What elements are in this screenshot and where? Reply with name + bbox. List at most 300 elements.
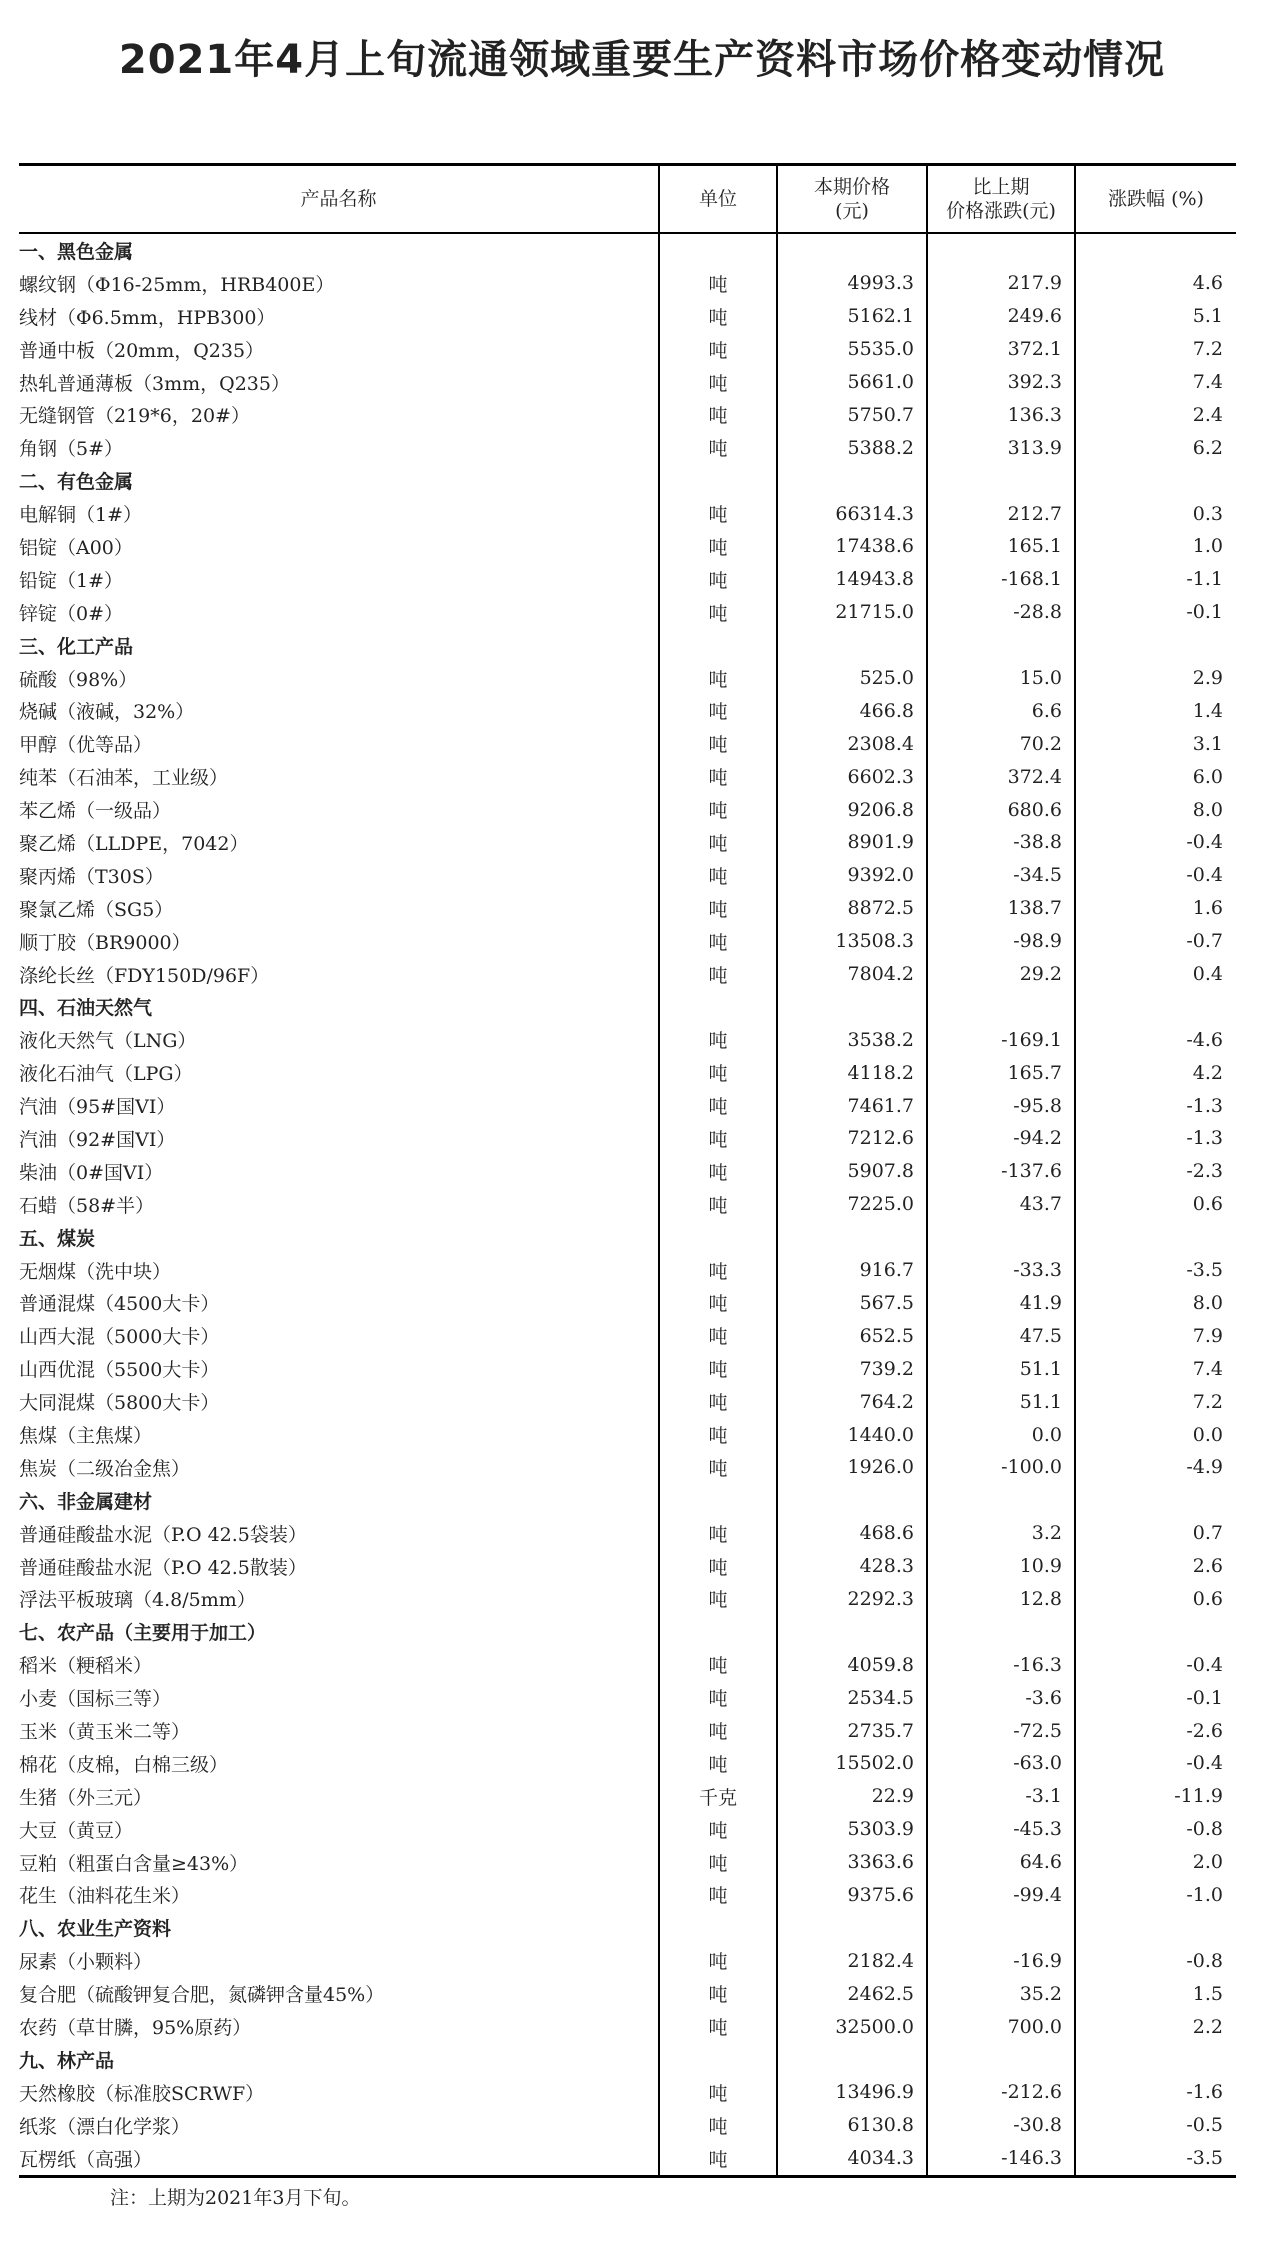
unit-cell: 吨 [659,1813,777,1846]
change-cell: -45.3 [927,1813,1075,1846]
pct-cell: 7.4 [1075,366,1236,399]
price-cell: 1926.0 [777,1451,927,1484]
change-cell: 700.0 [927,2010,1075,2043]
header-product-name: 产品名称 [19,165,659,234]
empty-cell [927,233,1075,267]
product-name: 瓦楞纸（高强） [19,2142,659,2176]
table-row [19,1583,1236,1616]
table-row [19,1023,1236,1056]
unit-cell: 吨 [659,333,777,366]
table-row [19,300,1236,333]
price-cell: 2534.5 [777,1681,927,1714]
pct-cell: -0.5 [1075,2109,1236,2142]
pct-cell: -1.0 [1075,1879,1236,1912]
empty-cell [927,1484,1075,1517]
price-cell: 8901.9 [777,826,927,859]
empty-cell [659,1484,777,1517]
price-cell: 739.2 [777,1352,927,1385]
pct-cell: 0.6 [1075,1188,1236,1221]
price-cell: 7225.0 [777,1188,927,1221]
table-row [19,826,1236,859]
pct-cell: -1.3 [1075,1122,1236,1155]
product-name: 螺纹钢（Φ16-25mm，HRB400E） [19,273,335,296]
product-name: 苯乙烯（一级品） [19,800,172,823]
price-cell: 466.8 [777,694,927,727]
product-name: 铝锭（A00） [19,536,133,559]
change-cell: 29.2 [927,958,1075,991]
unit-cell: 吨 [659,2010,777,2043]
pct-cell: -0.4 [1075,859,1236,892]
unit-cell: 吨 [659,1944,777,1977]
header-price-change: 比上期 价格涨跌(元) [927,165,1075,234]
empty-cell [1075,1484,1236,1517]
empty-cell [927,464,1075,497]
change-cell: -28.8 [927,596,1075,629]
pct-cell: 2.6 [1075,1550,1236,1583]
empty-cell [927,1615,1075,1648]
category-name: 三、化工产品 [19,635,134,658]
change-cell: 680.6 [927,793,1075,826]
pct-cell: 1.6 [1075,892,1236,925]
change-cell: -99.4 [927,1879,1075,1912]
category-row [19,1615,1236,1648]
unit-cell: 吨 [659,826,777,859]
category-row [19,233,1236,267]
unit-cell: 吨 [659,1352,777,1385]
price-cell: 14943.8 [777,563,927,596]
category-name: 九、林产品 [19,2049,115,2072]
empty-cell [777,233,927,267]
price-cell: 9392.0 [777,859,927,892]
price-cell: 4118.2 [777,1056,927,1089]
pct-cell: -1.3 [1075,1089,1236,1122]
pct-cell: 0.6 [1075,1583,1236,1616]
price-cell: 5535.0 [777,333,927,366]
pct-cell: -1.1 [1075,563,1236,596]
table-row [19,398,1236,431]
empty-cell [927,2043,1075,2076]
unit-cell: 吨 [659,1155,777,1188]
table-row [19,1352,1236,1385]
change-cell: 249.6 [927,300,1075,333]
change-cell: 313.9 [927,431,1075,464]
pct-cell: 7.2 [1075,1385,1236,1418]
pct-cell: 4.2 [1075,1056,1236,1089]
change-cell: -16.3 [927,1648,1075,1681]
price-cell: 32500.0 [777,2010,927,2043]
pct-cell: -0.8 [1075,1944,1236,1977]
footnote: 注：上期为2021年3月下旬。 [110,2187,361,2209]
empty-cell [927,990,1075,1023]
unit-cell: 吨 [659,760,777,793]
price-cell: 7804.2 [777,958,927,991]
unit-cell: 吨 [659,1681,777,1714]
change-cell: 372.4 [927,760,1075,793]
product-name: 尿素（小颗料） [19,1951,153,1974]
unit-cell: 吨 [659,497,777,530]
product-name: 涤纶长丝（FDY150D/96F） [19,964,270,987]
pct-cell: 1.0 [1075,530,1236,563]
table-row [19,1714,1236,1747]
category-row [19,990,1236,1023]
product-name: 玉米（黄玉米二等） [19,1721,191,1744]
table-row [19,431,1236,464]
change-cell: 372.1 [927,333,1075,366]
product-name: 顺丁胶（BR9000） [19,931,191,954]
unit-cell: 吨 [659,267,777,300]
change-cell: 217.9 [927,267,1075,300]
empty-cell [1075,1615,1236,1648]
unit-cell: 吨 [659,2076,777,2109]
unit-cell: 吨 [659,1056,777,1089]
category-row [19,464,1236,497]
change-cell: -212.6 [927,2076,1075,2109]
product-name: 复合肥（硫酸钾复合肥，氮磷钾含量45%） [19,1984,385,2007]
category-name: 七、农产品（主要用于加工） [19,1622,267,1645]
page-title: 2021年4月上旬流通领域重要生产资料市场价格变动情况 [118,37,1166,83]
product-name: 山西优混（5500大卡） [19,1359,220,1382]
pct-cell: 0.3 [1075,497,1236,530]
price-cell: 2182.4 [777,1944,927,1977]
category-name: 五、煤炭 [19,1227,96,1250]
empty-cell [1075,990,1236,1023]
change-cell: -38.8 [927,826,1075,859]
table-row [19,333,1236,366]
empty-cell [777,1221,927,1254]
change-cell: -3.1 [927,1780,1075,1813]
header-unit: 单位 [659,165,777,234]
product-name: 大同混煤（5800大卡） [19,1392,220,1415]
product-name: 柴油（0#国VI） [19,1161,164,1184]
unit-cell: 吨 [659,1846,777,1879]
change-cell: 51.1 [927,1385,1075,1418]
product-name: 焦炭（二级冶金焦） [19,1457,191,1480]
unit-cell: 吨 [659,958,777,991]
pct-cell: 8.0 [1075,793,1236,826]
change-cell: 165.1 [927,530,1075,563]
pct-cell: 1.4 [1075,694,1236,727]
price-cell: 4059.8 [777,1648,927,1681]
pct-cell: -2.6 [1075,1714,1236,1747]
change-cell: -98.9 [927,925,1075,958]
unit-cell: 吨 [659,892,777,925]
unit-cell: 吨 [659,694,777,727]
pct-cell: -0.7 [1075,925,1236,958]
table-row [19,1385,1236,1418]
product-name: 液化天然气（LNG） [19,1030,197,1053]
empty-cell [777,2043,927,2076]
product-name: 普通硅酸盐水泥（P.O 42.5散装） [19,1556,307,1579]
product-name: 铅锭（1#） [19,569,124,592]
unit-cell: 吨 [659,1122,777,1155]
table-row [19,530,1236,563]
table-row [19,1813,1236,1846]
table-row [19,1155,1236,1188]
price-cell: 22.9 [777,1780,927,1813]
price-cell: 3538.2 [777,1023,927,1056]
price-cell: 15502.0 [777,1747,927,1780]
pct-cell: -2.3 [1075,1155,1236,1188]
pct-cell: 2.0 [1075,1846,1236,1879]
pct-cell: -4.6 [1075,1023,1236,1056]
unit-cell: 吨 [659,793,777,826]
empty-cell [777,464,927,497]
empty-cell [1075,233,1236,267]
price-cell: 17438.6 [777,530,927,563]
product-name: 花生（油料花生米） [19,1885,191,1908]
price-cell: 2308.4 [777,727,927,760]
unit-cell: 吨 [659,1747,777,1780]
table-row [19,662,1236,695]
change-cell: 6.6 [927,694,1075,727]
pct-cell: -4.9 [1075,1451,1236,1484]
table-row [19,1747,1236,1780]
table-row [19,1879,1236,1912]
change-cell: 3.2 [927,1517,1075,1550]
change-cell: 15.0 [927,662,1075,695]
price-cell: 7212.6 [777,1122,927,1155]
table-row [19,760,1236,793]
header-change-pct: 涨跌幅 (%) [1075,165,1236,234]
unit-cell: 吨 [659,727,777,760]
unit-cell: 吨 [659,1714,777,1747]
product-name: 无缝钢管（219*6，20#） [19,405,250,428]
product-name: 生猪（外三元） [19,1786,153,1809]
product-name: 电解铜（1#） [19,504,143,527]
price-cell: 6130.8 [777,2109,927,2142]
unit-cell: 吨 [659,1089,777,1122]
unit-cell: 吨 [659,662,777,695]
price-cell: 9206.8 [777,793,927,826]
table-row [19,1517,1236,1550]
change-cell: 165.7 [927,1056,1075,1089]
pct-cell: -0.1 [1075,1681,1236,1714]
pct-cell: -0.4 [1075,1747,1236,1780]
unit-cell: 吨 [659,366,777,399]
unit-cell: 吨 [659,1583,777,1616]
pct-cell: -1.6 [1075,2076,1236,2109]
change-cell: 212.7 [927,497,1075,530]
pct-cell: 1.5 [1075,1977,1236,2010]
product-name: 线材（Φ6.5mm，HPB300） [19,306,276,329]
price-cell: 3363.6 [777,1846,927,1879]
pct-cell: -0.1 [1075,596,1236,629]
table-row [19,958,1236,991]
product-name: 纸浆（漂白化学浆） [19,2115,191,2138]
product-name: 锌锭（0#） [19,602,124,625]
pct-cell: 2.9 [1075,662,1236,695]
empty-cell [659,629,777,662]
price-cell: 2292.3 [777,1583,927,1616]
price-cell: 428.3 [777,1550,927,1583]
header-current-price: 本期价格 (元) [777,165,927,234]
change-cell: 12.8 [927,1583,1075,1616]
price-cell: 2735.7 [777,1714,927,1747]
unit-cell: 吨 [659,1418,777,1451]
product-name: 无烟煤（洗中块） [19,1260,172,1283]
price-cell: 468.6 [777,1517,927,1550]
price-cell: 2462.5 [777,1977,927,2010]
change-cell: 138.7 [927,892,1075,925]
price-cell: 66314.3 [777,497,927,530]
table-row [19,1846,1236,1879]
table-row [19,1977,1236,2010]
product-name: 豆粕（粗蛋白含量≥43%） [19,1852,249,1875]
pct-cell: 5.1 [1075,300,1236,333]
change-cell: -63.0 [927,1747,1075,1780]
table-row [19,497,1236,530]
unit-cell: 吨 [659,859,777,892]
price-cell: 764.2 [777,1385,927,1418]
product-name: 普通硅酸盐水泥（P.O 42.5袋装） [19,1523,307,1546]
empty-cell [1075,1911,1236,1944]
product-name: 角钢（5#） [19,438,124,461]
table-row [19,1648,1236,1681]
pct-cell: 8.0 [1075,1287,1236,1320]
product-name: 焦煤（主焦煤） [19,1425,153,1447]
pct-cell: 7.4 [1075,1352,1236,1385]
category-name: 一、黑色金属 [19,240,134,263]
change-cell: -72.5 [927,1714,1075,1747]
empty-cell [1075,2043,1236,2076]
price-cell: 6602.3 [777,760,927,793]
change-cell: -34.5 [927,859,1075,892]
table-row [19,2076,1236,2109]
empty-cell [777,1484,927,1517]
empty-cell [659,233,777,267]
price-cell: 8872.5 [777,892,927,925]
table-row [19,2109,1236,2142]
unit-cell: 吨 [659,1550,777,1583]
product-name: 小麦（国标三等） [19,1688,172,1711]
price-cell: 4993.3 [777,267,927,300]
unit-cell: 吨 [659,431,777,464]
table-row [19,694,1236,727]
price-cell: 13496.9 [777,2076,927,2109]
table-row [19,1944,1236,1977]
change-cell: 41.9 [927,1287,1075,1320]
price-cell: 5388.2 [777,431,927,464]
pct-cell: 2.2 [1075,2010,1236,2043]
unit-cell: 吨 [659,1385,777,1418]
product-name: 大豆（黄豆） [19,1819,134,1842]
unit-cell: 吨 [659,1287,777,1320]
table-row [19,1780,1236,1813]
change-cell: 64.6 [927,1846,1075,1879]
empty-cell [777,629,927,662]
table-header-row [19,165,1236,234]
empty-cell [777,1911,927,1944]
table-row [19,1319,1236,1352]
change-cell: -33.3 [927,1254,1075,1287]
table-row [19,1056,1236,1089]
unit-cell: 吨 [659,1977,777,2010]
pct-cell: 0.7 [1075,1517,1236,1550]
unit-cell: 千克 [659,1780,777,1813]
price-cell: 5303.9 [777,1813,927,1846]
pct-cell: 3.1 [1075,727,1236,760]
pct-cell: 0.4 [1075,958,1236,991]
category-name: 四、石油天然气 [19,997,153,1020]
table-row [19,366,1236,399]
empty-cell [777,990,927,1023]
empty-cell [1075,1221,1236,1254]
change-cell: 35.2 [927,1977,1075,2010]
price-cell: 4034.3 [777,2142,927,2176]
change-cell: -169.1 [927,1023,1075,1056]
product-name: 石蜡（58#半） [19,1194,155,1217]
product-name: 浮法平板玻璃（4.8/5mm） [19,1589,256,1612]
product-name: 普通中板（20mm，Q235） [19,339,265,362]
change-cell: 43.7 [927,1188,1075,1221]
product-name: 热轧普通薄板（3mm，Q235） [19,372,290,395]
product-name: 汽油（92#国VI） [19,1128,176,1151]
change-cell: -94.2 [927,1122,1075,1155]
product-name: 液化石油气（LPG） [19,1063,193,1086]
pct-cell: 7.2 [1075,333,1236,366]
table-body [19,233,1236,2176]
price-cell: 652.5 [777,1319,927,1352]
product-name: 山西大混（5000大卡） [19,1326,220,1349]
price-cell: 5750.7 [777,398,927,431]
category-row [19,1911,1236,1944]
unit-cell: 吨 [659,300,777,333]
price-table [19,163,1236,2178]
unit-cell: 吨 [659,398,777,431]
empty-cell [1075,629,1236,662]
unit-cell: 吨 [659,1451,777,1484]
table-row [19,563,1236,596]
price-cell: 13508.3 [777,925,927,958]
unit-cell: 吨 [659,596,777,629]
change-cell: -16.9 [927,1944,1075,1977]
product-name: 普通混煤（4500大卡） [19,1293,220,1316]
table-row [19,727,1236,760]
table-row [19,596,1236,629]
table-row [19,925,1236,958]
table-row [19,859,1236,892]
category-name: 二、有色金属 [19,471,134,494]
empty-cell [777,1615,927,1648]
table-row [19,267,1236,300]
table-row [19,1451,1236,1484]
product-name: 天然橡胶（标准胶SCRWF） [19,2082,265,2105]
change-cell: -95.8 [927,1089,1075,1122]
category-row [19,1484,1236,1517]
unit-cell: 吨 [659,925,777,958]
price-cell: 525.0 [777,662,927,695]
price-cell: 7461.7 [777,1089,927,1122]
product-name: 烧碱（液碱，32%） [19,701,195,724]
unit-cell: 吨 [659,530,777,563]
empty-cell [927,1911,1075,1944]
empty-cell [927,1221,1075,1254]
pct-cell: -3.5 [1075,2142,1236,2176]
price-cell: 5162.1 [777,300,927,333]
table-row [19,1254,1236,1287]
product-name: 汽油（95#国VI） [19,1096,176,1119]
empty-cell [927,629,1075,662]
product-name: 硫酸（98%） [19,668,138,691]
unit-cell: 吨 [659,563,777,596]
unit-cell: 吨 [659,1319,777,1352]
change-cell: -100.0 [927,1451,1075,1484]
change-cell: -146.3 [927,2142,1075,2176]
change-cell: 392.3 [927,366,1075,399]
pct-cell: 6.0 [1075,760,1236,793]
product-name: 纯苯（石油苯，工业级） [19,767,229,790]
empty-cell [659,1911,777,1944]
